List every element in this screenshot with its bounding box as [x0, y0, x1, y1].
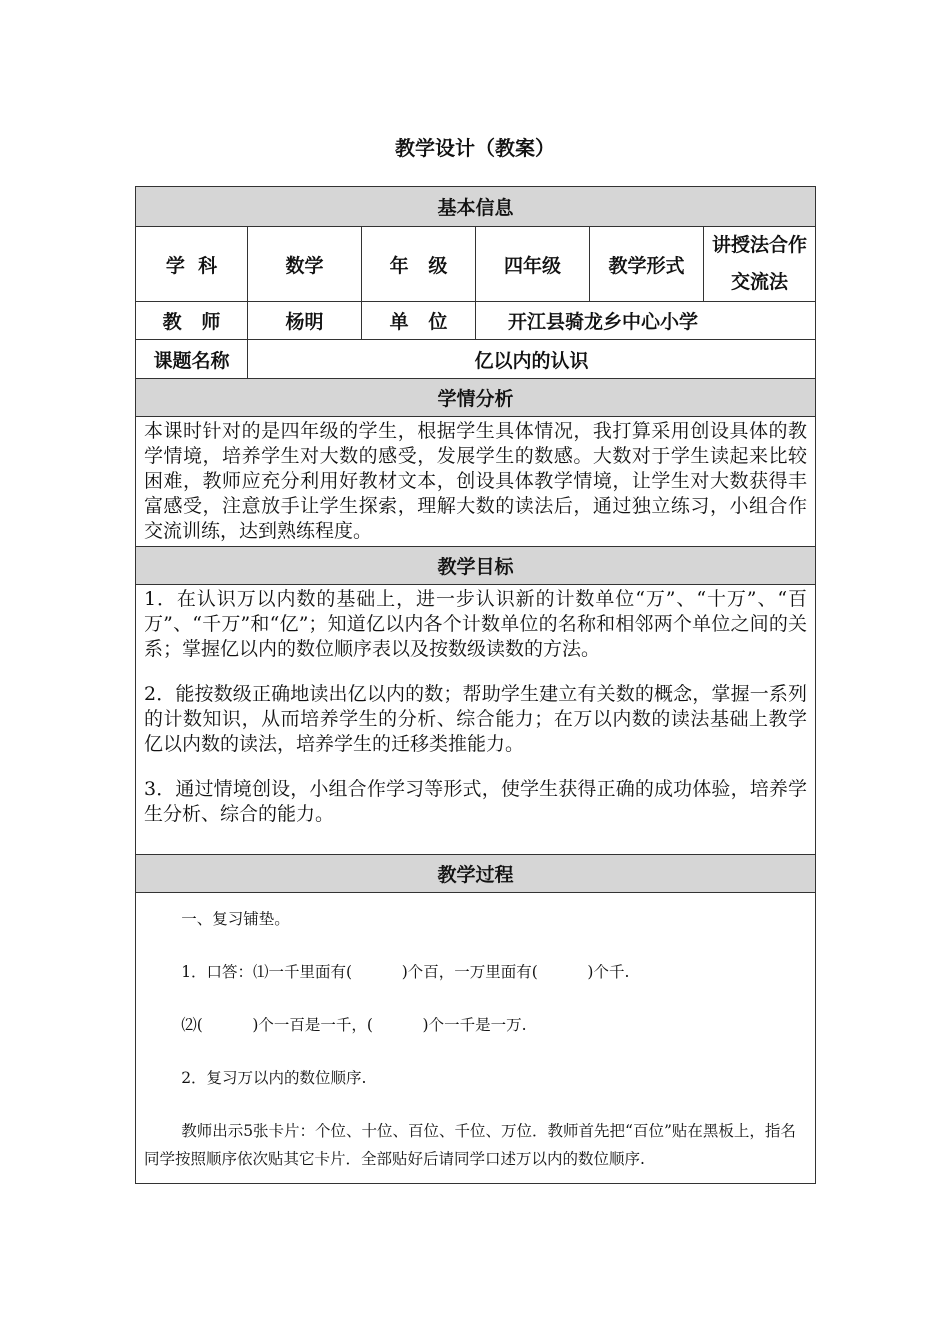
process-question-2 [144, 1011, 807, 1039]
subject-label: 学 科 [136, 227, 248, 302]
grade-value: 四年级 [476, 227, 590, 302]
teacher-value: 杨明 [248, 302, 362, 340]
unit-label: 单 位 [362, 302, 476, 340]
q2-part-c: )个一千是一万. [422, 1016, 527, 1034]
goal-item-1: 1．在认识万以内数的基础上，进一步认识新的计数单位“万”、“十万”、“百万”、“千万”和“亿”；知道亿以内各个计数单位的名称和相邻两个单位之间的关系；掌握亿以内的数位顺序表以及按数级读数的方法。 [144, 588, 808, 660]
analysis-section-title: 学情分析 [136, 379, 816, 417]
q1-part-c: )个千. [587, 963, 630, 981]
subject-value: 数学 [248, 227, 362, 302]
q1-part-a: 1．口答：⑴一千里面有( [181, 963, 353, 981]
teacher-label: 教 师 [136, 302, 248, 340]
goals-list [136, 585, 816, 855]
unit-value: 开江县骑龙乡中心小学 [476, 302, 816, 340]
q1-part-b: )个百，一万里面有( [401, 963, 538, 981]
teaching-format-label: 教学形式 [590, 227, 704, 302]
goals-header-row [136, 547, 816, 585]
goals-content-row [136, 585, 816, 855]
process-item-2: 2．复习万以内的数位顺序. [181, 1069, 367, 1087]
teaching-format-value: 讲授法合作交流法 [704, 227, 816, 302]
subject-grade-row [136, 227, 816, 302]
goal-item-2: 2．能按数级正确地读出亿以内的数；帮助学生建立有关数的概念，掌握一系列的计数知识，从而培养学生的分析、综合能力；在万以内数的读法基础上教学亿以内数的读法，培养学生的迁移类推能力。 [144, 683, 808, 755]
q2-part-a: ⑵( [181, 1016, 203, 1034]
process-header-row [136, 855, 816, 893]
document-title: 教学设计（教案） [395, 136, 555, 160]
process-content-row [136, 893, 816, 1184]
goal-item-3: 3．通过情境创设，小组合作学习等形式，使学生获得正确的成功体验，培养学生分析、综合的能力。 [144, 778, 808, 825]
process-section-title: 教学过程 [136, 855, 816, 893]
process-content [136, 893, 816, 1184]
basic-info-header-row [136, 187, 816, 227]
q2-part-b: )个一百是一千，( [252, 1016, 373, 1034]
process-paragraph: 教师出示5张卡片：个位、十位、百位、千位、万位．教师首先把“百位”贴在黑板上，指名同学按照顺序依次贴其它卡片．全部贴好后请同学口述万以内的数位顺序. [144, 1122, 796, 1168]
process-question-1 [144, 958, 807, 986]
analysis-paragraph: 本课时针对的是四年级的学生，根据学生具体情况，我打算采用创设具体的教学情境，培养学生对大数的感受，发展学生的数感。大数对于学生读起来比较困难，教师应充分利用好教材文本，创设具体教学情境，让学生对大数获得丰富感受，注意放手让学生探索，理解大数的读法后，通过独立练习，小组合作交流训练，达到熟练程度。 [144, 420, 808, 542]
basic-info-section-title: 基本信息 [136, 187, 816, 227]
teacher-unit-row [136, 302, 816, 340]
analysis-header-row [136, 379, 816, 417]
analysis-content-row [136, 417, 816, 547]
goals-section-title: 教学目标 [136, 547, 816, 585]
lesson-plan-table [135, 186, 816, 1184]
grade-label: 年 级 [362, 227, 476, 302]
analysis-text [136, 417, 816, 547]
process-step-1: 一、复习铺垫。 [181, 910, 290, 928]
topic-label: 课题名称 [136, 340, 248, 379]
topic-row [136, 340, 816, 379]
topic-value: 亿以内的认识 [248, 340, 816, 379]
